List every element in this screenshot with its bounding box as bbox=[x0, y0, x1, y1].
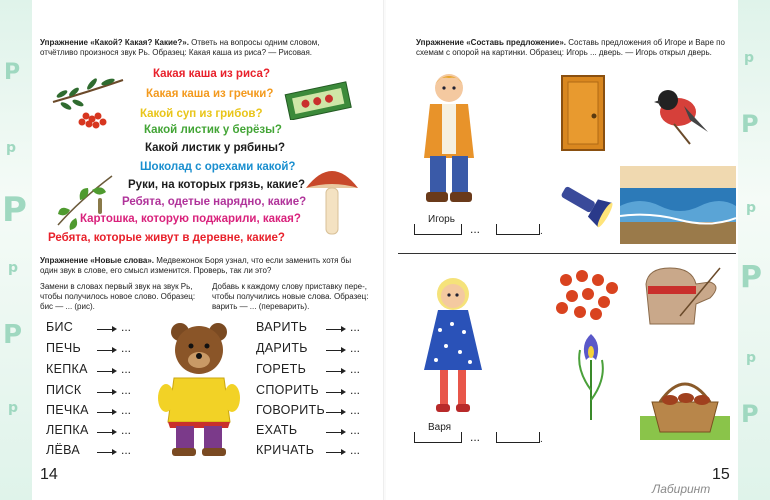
exercise-2-col2-instructions: Добавь к каждому слову приставку пере-, чтобы получились новые слова. Образец: варить — ... (переварить). bbox=[212, 282, 369, 311]
arrow-icon bbox=[326, 412, 344, 413]
scheme-period: . bbox=[540, 226, 543, 237]
mitten-illustration bbox=[640, 264, 726, 328]
arrow-icon bbox=[97, 412, 115, 413]
exercise-2-text: Медвежонок Боря узнал, что если заменить хотя бы один звук в слове, его смысл изменится. Проверь, так ли это? bbox=[40, 256, 352, 275]
question-2: Какая каша из гречки? bbox=[146, 88, 274, 100]
arrow-icon bbox=[97, 452, 115, 453]
scheme-box bbox=[496, 432, 540, 443]
word-item: ЛЁВА bbox=[46, 443, 81, 457]
answer-blank: ... bbox=[350, 341, 361, 355]
rowan-branch-illustration bbox=[48, 72, 126, 134]
answer-blank: ... bbox=[350, 320, 361, 334]
exercise-2-title: Упражнение «Новые слова». bbox=[40, 256, 154, 265]
answer-blank: ... bbox=[350, 383, 361, 397]
question-10: Ребята, которые живут в деревне, какие? bbox=[48, 232, 285, 244]
page-number-left: 14 bbox=[40, 466, 58, 483]
girl-varya-illustration bbox=[418, 270, 488, 420]
word-item: ЛЕПКА bbox=[46, 423, 89, 437]
question-4: Какой листик у берёзы? bbox=[144, 124, 282, 136]
arrow-icon bbox=[326, 452, 344, 453]
door-illustration bbox=[560, 74, 606, 152]
mushroom-basket-illustration bbox=[640, 372, 730, 440]
sea-illustration bbox=[620, 166, 736, 244]
word-item: ЕХАТЬ bbox=[256, 423, 298, 437]
scheme-ellipsis: ... bbox=[470, 430, 481, 444]
arrow-icon bbox=[97, 350, 115, 351]
flashlight-illustration bbox=[556, 180, 616, 228]
answer-blank: ... bbox=[121, 341, 132, 355]
question-5: Какой листик у рябины? bbox=[145, 142, 286, 154]
scheme-period: . bbox=[540, 434, 543, 445]
iris-flower-illustration bbox=[566, 330, 616, 422]
exercise-1-instructions bbox=[40, 38, 356, 58]
word-item: ДАРИТЬ bbox=[256, 341, 308, 355]
exercise-2-col1-instructions: Замени в словах первый звук на звук Рь, чтобы получилось новое слово. Образец: бис — ... (рис). bbox=[40, 282, 196, 311]
word-item: ГОВОРИТЬ bbox=[256, 403, 325, 417]
arrow-icon bbox=[97, 392, 115, 393]
answer-blank: ... bbox=[121, 320, 132, 334]
scheme-box bbox=[414, 224, 462, 235]
mushroom-illustration bbox=[302, 160, 362, 240]
arrow-icon bbox=[97, 432, 115, 433]
exercise-1-title: Упражнение «Какой? Какая? Какие?». bbox=[40, 38, 189, 47]
answer-blank: ... bbox=[121, 423, 132, 437]
arrow-icon bbox=[326, 371, 344, 372]
section-divider bbox=[398, 253, 736, 254]
arrow-icon bbox=[326, 350, 344, 351]
arrow-icon bbox=[97, 371, 115, 372]
answer-blank: ... bbox=[350, 362, 361, 376]
scheme-ellipsis: ... bbox=[470, 222, 481, 236]
exercise-3-instructions bbox=[416, 38, 736, 58]
word-item: БИС bbox=[46, 320, 74, 334]
arrow-icon bbox=[326, 432, 344, 433]
rowan-berries-illustration bbox=[552, 268, 622, 320]
arrow-icon bbox=[326, 392, 344, 393]
answer-blank: ... bbox=[121, 362, 132, 376]
scheme-box bbox=[496, 224, 540, 235]
bear-cub-illustration bbox=[158, 318, 242, 458]
watermark: Лабиринт bbox=[652, 482, 711, 496]
left-page bbox=[0, 0, 384, 500]
answer-blank: ... bbox=[350, 423, 361, 437]
exercise-3-text: Составь предложения об Игоре и Варе по схемам с опорой на картинки. Образец: Игорь ... дверь. — Игорь открыл дверь. bbox=[416, 38, 725, 57]
word-item: ПЕЧЬ bbox=[46, 341, 82, 355]
word-item: ВАРИТЬ bbox=[256, 320, 308, 334]
boy-name-label: Игорь bbox=[428, 214, 455, 225]
girl-name-label: Варя bbox=[428, 422, 452, 433]
word-item: ПИСК bbox=[46, 383, 82, 397]
exercise-3-title: Упражнение «Составь предложение». bbox=[416, 38, 566, 47]
page-number-right: 15 bbox=[712, 466, 730, 483]
bullfinch-illustration bbox=[650, 84, 710, 146]
word-item: КЕПКА bbox=[46, 362, 88, 376]
scheme-box bbox=[414, 432, 462, 443]
word-item: СПОРИТЬ bbox=[256, 383, 319, 397]
question-1: Какая каша из риса? bbox=[153, 68, 270, 80]
word-item: ГОРЕТЬ bbox=[256, 362, 307, 376]
word-item: КРИЧАТЬ bbox=[256, 443, 315, 457]
question-6: Шоколад с орехами какой? bbox=[140, 161, 296, 173]
answer-blank: ... bbox=[350, 443, 361, 457]
answer-blank: ... bbox=[121, 443, 132, 457]
decorative-letter-border-left: Р р Р р Р р bbox=[0, 0, 32, 500]
question-8: Ребята, одетые нарядно, какие? bbox=[122, 196, 307, 208]
question-3: Какой суп из грибов? bbox=[140, 108, 263, 120]
boy-igor-illustration bbox=[414, 68, 484, 208]
question-9: Картошка, которую поджарили, какая? bbox=[80, 213, 301, 225]
arrow-icon bbox=[326, 329, 344, 330]
chocolate-bar-illustration bbox=[283, 80, 353, 120]
decorative-letter-border-right: р Р р Р р Р bbox=[738, 0, 770, 500]
question-7: Руки, на которых грязь, какие? bbox=[128, 179, 306, 191]
exercise-1-text: Ответь на вопросы одним словом, отчётливо произнося звук Рь. Образец: Какая каша из риса? — Рисовая. bbox=[40, 38, 320, 57]
exercise-2-instructions bbox=[40, 256, 360, 276]
answer-blank: ... bbox=[350, 403, 361, 417]
word-item: ПЕЧКА bbox=[46, 403, 89, 417]
answer-blank: ... bbox=[121, 383, 132, 397]
answer-blank: ... bbox=[121, 403, 132, 417]
arrow-icon bbox=[97, 329, 115, 330]
